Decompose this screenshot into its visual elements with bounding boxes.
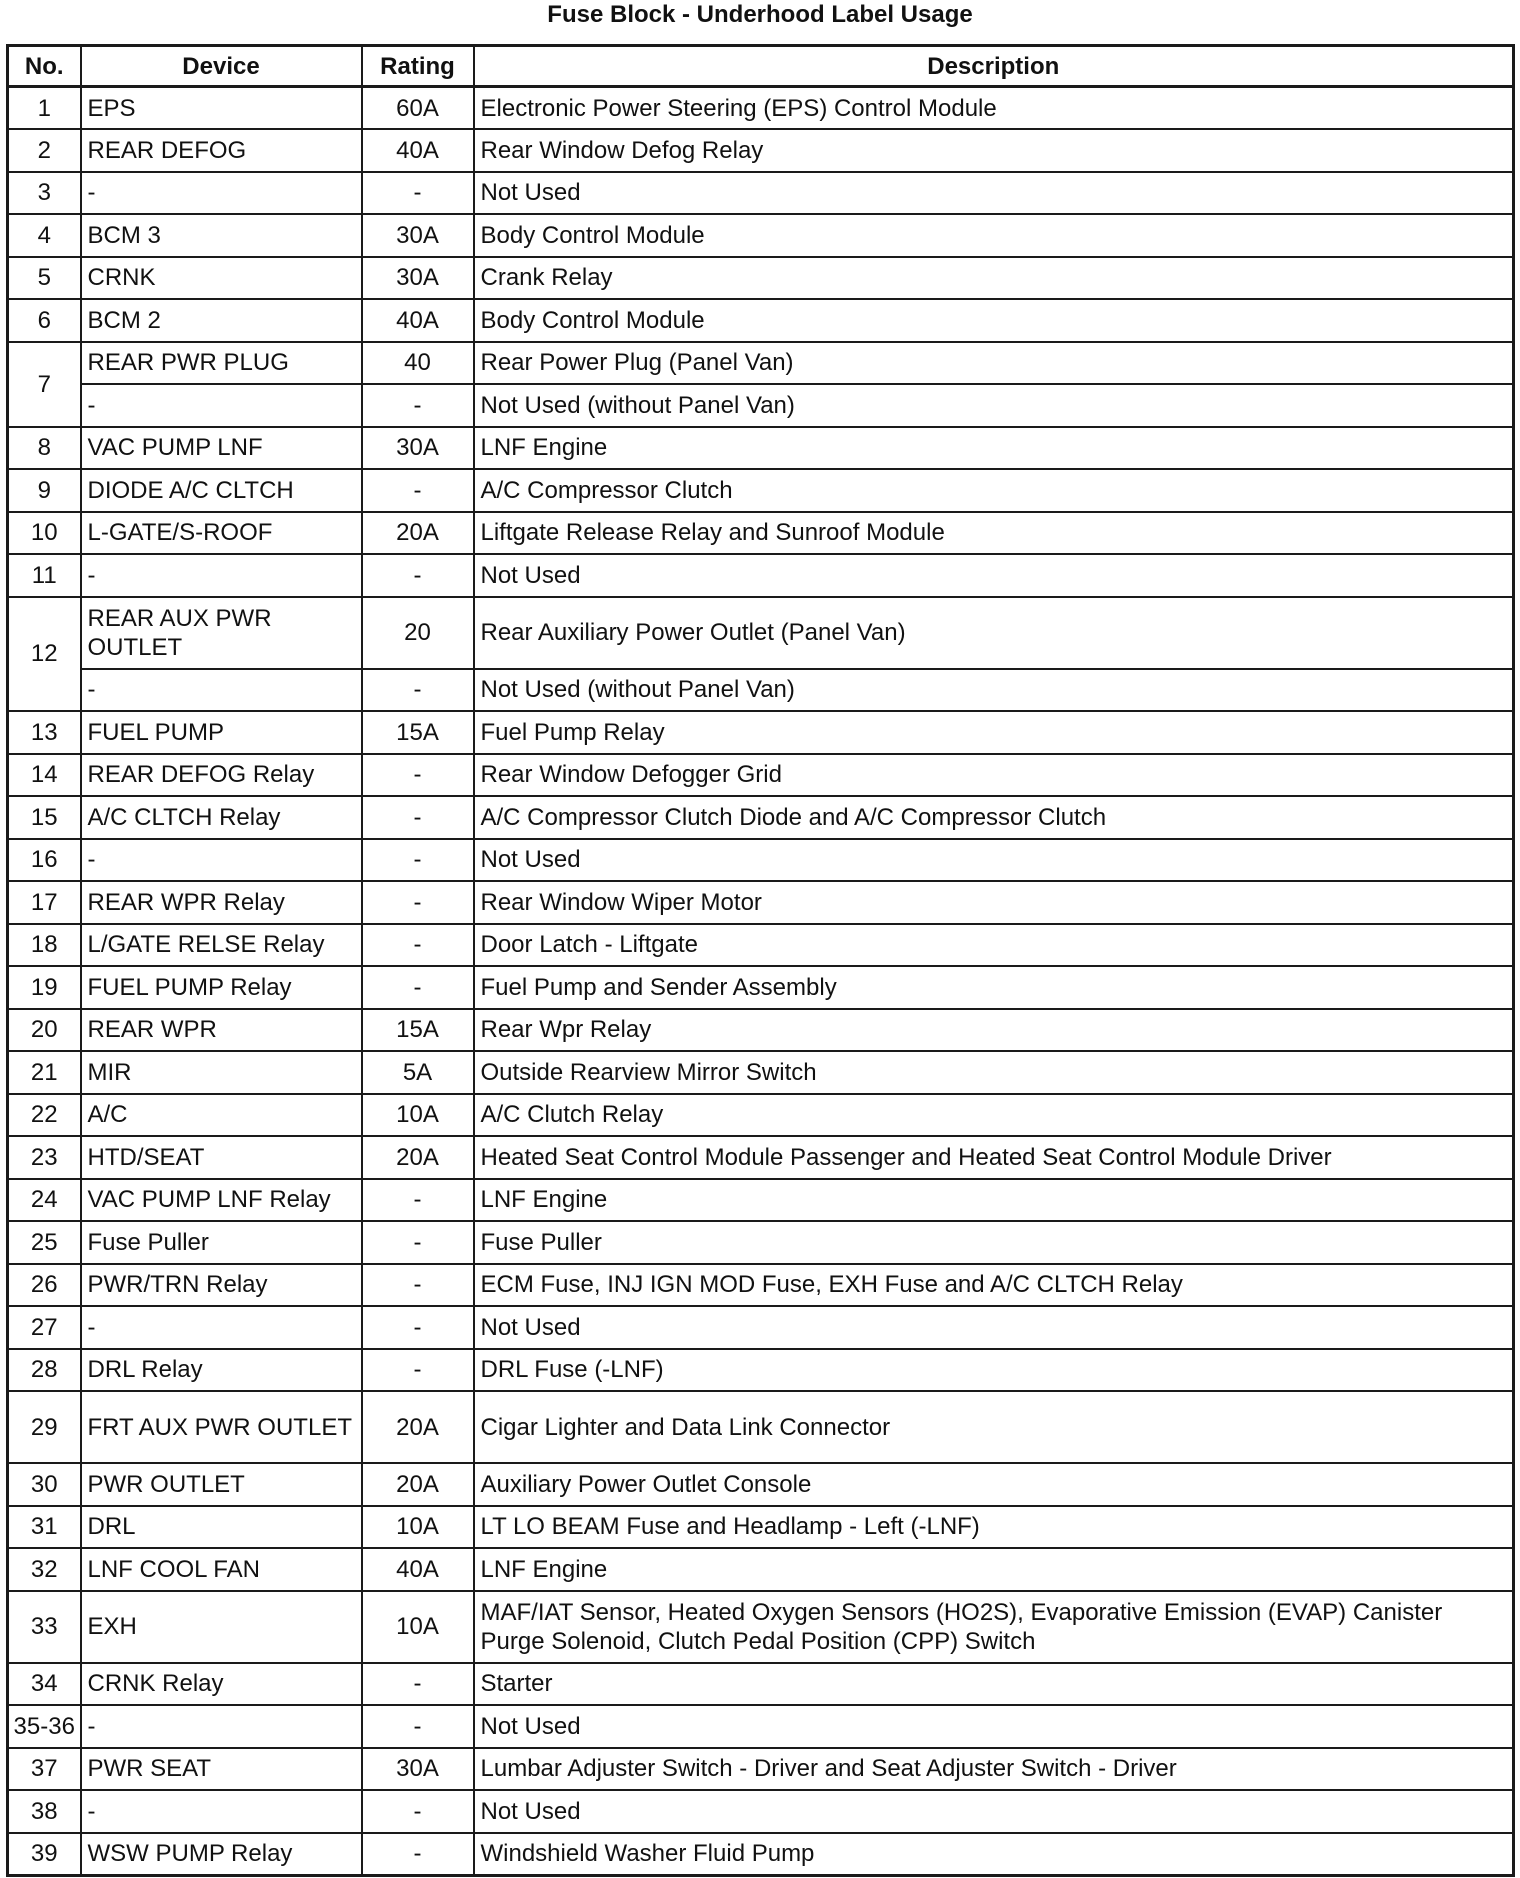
cell-rating: -	[362, 469, 474, 512]
table-row	[8, 1179, 1514, 1222]
cell-no: 4	[8, 214, 81, 257]
cell-no: 11	[8, 554, 81, 597]
cell-device: REAR DEFOG	[81, 129, 362, 172]
cell-description: Rear Auxiliary Power Outlet (Panel Van)	[474, 597, 1514, 669]
cell-rating: -	[362, 554, 474, 597]
table-row	[8, 1506, 1514, 1549]
cell-device: A/C CLTCH Relay	[81, 796, 362, 839]
fuse-table	[6, 44, 1515, 1877]
cell-no: 26	[8, 1264, 81, 1307]
table-row	[8, 1221, 1514, 1264]
cell-no: 29	[8, 1391, 81, 1463]
cell-rating: 40A	[362, 299, 474, 342]
cell-device: L-GATE/S-ROOF	[81, 512, 362, 555]
table-row	[8, 1705, 1514, 1748]
cell-no: 16	[8, 839, 81, 882]
table-row	[8, 1306, 1514, 1349]
table-row	[8, 1009, 1514, 1052]
cell-device: PWR SEAT	[81, 1748, 362, 1791]
cell-description: Body Control Module	[474, 299, 1514, 342]
cell-no: 30	[8, 1463, 81, 1506]
cell-device: -	[81, 839, 362, 882]
table-row	[8, 1833, 1514, 1876]
cell-device: EPS	[81, 87, 362, 130]
cell-no: 12	[8, 597, 81, 712]
cell-no: 38	[8, 1790, 81, 1833]
cell-device: REAR WPR	[81, 1009, 362, 1052]
cell-description: Lumbar Adjuster Switch - Driver and Seat Adjuster Switch - Driver	[474, 1748, 1514, 1791]
table-row	[8, 1463, 1514, 1506]
cell-device: BCM 3	[81, 214, 362, 257]
cell-no: 8	[8, 427, 81, 470]
table-row	[8, 924, 1514, 967]
cell-rating: 5A	[362, 1051, 474, 1094]
cell-description: Fuse Puller	[474, 1221, 1514, 1264]
cell-description: Rear Wpr Relay	[474, 1009, 1514, 1052]
table-title: Fuse Block - Underhood Label Usage	[547, 1, 973, 28]
cell-no: 25	[8, 1221, 81, 1264]
cell-description: Rear Window Defogger Grid	[474, 754, 1514, 797]
cell-description: Outside Rearview Mirror Switch	[474, 1051, 1514, 1094]
cell-device: BCM 2	[81, 299, 362, 342]
cell-description: ECM Fuse, INJ IGN MOD Fuse, EXH Fuse and A/C CLTCH Relay	[474, 1264, 1514, 1307]
cell-device: DRL	[81, 1506, 362, 1549]
cell-rating: -	[362, 1179, 474, 1222]
cell-description: MAF/IAT Sensor, Heated Oxygen Sensors (HO2S), Evaporative Emission (EVAP) Canister Purge Solenoid, Clutch Pedal Position (CPP) Switch	[474, 1591, 1514, 1663]
cell-no: 13	[8, 711, 81, 754]
header-device: Device	[81, 46, 362, 87]
cell-description: Not Used	[474, 1705, 1514, 1748]
cell-rating: -	[362, 1663, 474, 1706]
cell-no: 22	[8, 1094, 81, 1137]
cell-description: Rear Window Wiper Motor	[474, 881, 1514, 924]
cell-device: A/C	[81, 1094, 362, 1137]
header-no: No.	[8, 46, 81, 87]
cell-device: HTD/SEAT	[81, 1136, 362, 1179]
table-row	[8, 427, 1514, 470]
cell-no: 6	[8, 299, 81, 342]
cell-rating: -	[362, 796, 474, 839]
cell-no: 24	[8, 1179, 81, 1222]
table-row	[8, 1790, 1514, 1833]
cell-no: 21	[8, 1051, 81, 1094]
cell-no: 33	[8, 1591, 81, 1663]
cell-device: VAC PUMP LNF	[81, 427, 362, 470]
table-row	[8, 1548, 1514, 1591]
cell-description: Auxiliary Power Outlet Console	[474, 1463, 1514, 1506]
cell-rating: -	[362, 924, 474, 967]
cell-no: 9	[8, 469, 81, 512]
cell-description: Fuel Pump and Sender Assembly	[474, 966, 1514, 1009]
cell-rating: 30A	[362, 257, 474, 300]
cell-rating: -	[362, 881, 474, 924]
cell-device: LNF COOL FAN	[81, 1548, 362, 1591]
table-row	[8, 1663, 1514, 1706]
table-row	[8, 299, 1514, 342]
table-row	[8, 597, 1514, 669]
cell-no: 23	[8, 1136, 81, 1179]
cell-rating: -	[362, 1790, 474, 1833]
cell-rating: 10A	[362, 1591, 474, 1663]
cell-description: LNF Engine	[474, 1548, 1514, 1591]
cell-rating: -	[362, 1705, 474, 1748]
cell-description: Door Latch - Liftgate	[474, 924, 1514, 967]
cell-description: A/C Compressor Clutch Diode and A/C Compressor Clutch	[474, 796, 1514, 839]
cell-no: 3	[8, 172, 81, 215]
cell-description: Electronic Power Steering (EPS) Control Module	[474, 87, 1514, 130]
cell-rating: 20	[362, 597, 474, 669]
cell-device: VAC PUMP LNF Relay	[81, 1179, 362, 1222]
cell-rating: 30A	[362, 427, 474, 470]
cell-rating: 15A	[362, 1009, 474, 1052]
cell-description: Not Used	[474, 1306, 1514, 1349]
table-row	[8, 172, 1514, 215]
cell-device: CRNK	[81, 257, 362, 300]
cell-device: CRNK Relay	[81, 1663, 362, 1706]
cell-device: L/GATE RELSE Relay	[81, 924, 362, 967]
table-row	[8, 1748, 1514, 1791]
cell-no: 31	[8, 1506, 81, 1549]
cell-no: 28	[8, 1349, 81, 1392]
cell-device: -	[81, 172, 362, 215]
cell-description: Body Control Module	[474, 214, 1514, 257]
cell-description: Not Used	[474, 839, 1514, 882]
cell-device: FRT AUX PWR OUTLET	[81, 1391, 362, 1463]
cell-no: 17	[8, 881, 81, 924]
header-description: Description	[474, 46, 1514, 87]
table-row	[8, 796, 1514, 839]
table-row	[8, 669, 1514, 712]
cell-description: LNF Engine	[474, 427, 1514, 470]
cell-rating: 15A	[362, 711, 474, 754]
cell-no: 20	[8, 1009, 81, 1052]
cell-no: 14	[8, 754, 81, 797]
table-row	[8, 342, 1514, 385]
cell-no: 35-36	[8, 1705, 81, 1748]
cell-no: 19	[8, 966, 81, 1009]
table-row	[8, 1349, 1514, 1392]
cell-device: PWR/TRN Relay	[81, 1264, 362, 1307]
cell-description: A/C Compressor Clutch	[474, 469, 1514, 512]
cell-rating: 20A	[362, 1136, 474, 1179]
cell-device: MIR	[81, 1051, 362, 1094]
cell-description: Not Used (without Panel Van)	[474, 384, 1514, 427]
table-row	[8, 1264, 1514, 1307]
table-row	[8, 469, 1514, 512]
cell-description: Not Used	[474, 554, 1514, 597]
cell-rating: -	[362, 754, 474, 797]
cell-device: -	[81, 1306, 362, 1349]
cell-rating: -	[362, 1306, 474, 1349]
cell-rating: 20A	[362, 1463, 474, 1506]
cell-device: EXH	[81, 1591, 362, 1663]
cell-description: Starter	[474, 1663, 1514, 1706]
cell-description: Rear Window Defog Relay	[474, 129, 1514, 172]
cell-description: A/C Clutch Relay	[474, 1094, 1514, 1137]
cell-rating: 10A	[362, 1094, 474, 1137]
cell-description: Rear Power Plug (Panel Van)	[474, 342, 1514, 385]
cell-rating: -	[362, 669, 474, 712]
cell-no: 1	[8, 87, 81, 130]
cell-description: Cigar Lighter and Data Link Connector	[474, 1391, 1514, 1463]
cell-rating: 20A	[362, 512, 474, 555]
cell-no: 34	[8, 1663, 81, 1706]
cell-device: REAR DEFOG Relay	[81, 754, 362, 797]
cell-device: PWR OUTLET	[81, 1463, 362, 1506]
cell-device: REAR WPR Relay	[81, 881, 362, 924]
table-row	[8, 881, 1514, 924]
cell-device: FUEL PUMP Relay	[81, 966, 362, 1009]
cell-rating: -	[362, 1349, 474, 1392]
table-row	[8, 1051, 1514, 1094]
table-row	[8, 384, 1514, 427]
cell-rating: 20A	[362, 1391, 474, 1463]
cell-device: Fuse Puller	[81, 1221, 362, 1264]
cell-no: 18	[8, 924, 81, 967]
cell-device: -	[81, 1705, 362, 1748]
table-row	[8, 87, 1514, 130]
table-row	[8, 257, 1514, 300]
table-body	[8, 87, 1514, 1876]
cell-rating: 10A	[362, 1506, 474, 1549]
cell-description: Liftgate Release Relay and Sunroof Module	[474, 512, 1514, 555]
cell-description: DRL Fuse (-LNF)	[474, 1349, 1514, 1392]
table-row	[8, 129, 1514, 172]
cell-device: -	[81, 669, 362, 712]
cell-description: Fuel Pump Relay	[474, 711, 1514, 754]
cell-device: DRL Relay	[81, 1349, 362, 1392]
table-row	[8, 1391, 1514, 1463]
cell-rating: 40	[362, 342, 474, 385]
table-row	[8, 1136, 1514, 1179]
cell-description: Not Used	[474, 172, 1514, 215]
cell-description: LT LO BEAM Fuse and Headlamp - Left (-LNF)	[474, 1506, 1514, 1549]
cell-rating: -	[362, 172, 474, 215]
cell-no: 27	[8, 1306, 81, 1349]
cell-device: REAR PWR PLUG	[81, 342, 362, 385]
cell-device: FUEL PUMP	[81, 711, 362, 754]
cell-description: Crank Relay	[474, 257, 1514, 300]
cell-rating: -	[362, 1264, 474, 1307]
header-row	[8, 46, 1514, 87]
cell-device: -	[81, 1790, 362, 1833]
cell-no: 32	[8, 1548, 81, 1591]
cell-rating: 40A	[362, 129, 474, 172]
cell-rating: -	[362, 1221, 474, 1264]
cell-no: 39	[8, 1833, 81, 1876]
cell-device: DIODE A/C CLTCH	[81, 469, 362, 512]
cell-device: -	[81, 554, 362, 597]
table-row	[8, 839, 1514, 882]
table-row	[8, 214, 1514, 257]
cell-no: 10	[8, 512, 81, 555]
table-row	[8, 754, 1514, 797]
cell-device: REAR AUX PWR OUTLET	[81, 597, 362, 669]
cell-rating: -	[362, 384, 474, 427]
cell-description: Heated Seat Control Module Passenger and Heated Seat Control Module Driver	[474, 1136, 1514, 1179]
table-row	[8, 554, 1514, 597]
table-row	[8, 1591, 1514, 1663]
cell-no: 2	[8, 129, 81, 172]
cell-no: 37	[8, 1748, 81, 1791]
cell-device: WSW PUMP Relay	[81, 1833, 362, 1876]
cell-device: -	[81, 384, 362, 427]
table-row	[8, 512, 1514, 555]
cell-description: Windshield Washer Fluid Pump	[474, 1833, 1514, 1876]
cell-no: 7	[8, 342, 81, 427]
cell-rating: -	[362, 839, 474, 882]
cell-rating: -	[362, 966, 474, 1009]
cell-no: 15	[8, 796, 81, 839]
cell-description: Not Used (without Panel Van)	[474, 669, 1514, 712]
cell-rating: 60A	[362, 87, 474, 130]
table-row	[8, 966, 1514, 1009]
cell-rating: 40A	[362, 1548, 474, 1591]
cell-rating: -	[362, 1833, 474, 1876]
table-row	[8, 711, 1514, 754]
cell-description: Not Used	[474, 1790, 1514, 1833]
header-rating: Rating	[362, 46, 474, 87]
table-row	[8, 1094, 1514, 1137]
cell-rating: 30A	[362, 214, 474, 257]
cell-no: 5	[8, 257, 81, 300]
cell-description: LNF Engine	[474, 1179, 1514, 1222]
cell-rating: 30A	[362, 1748, 474, 1791]
